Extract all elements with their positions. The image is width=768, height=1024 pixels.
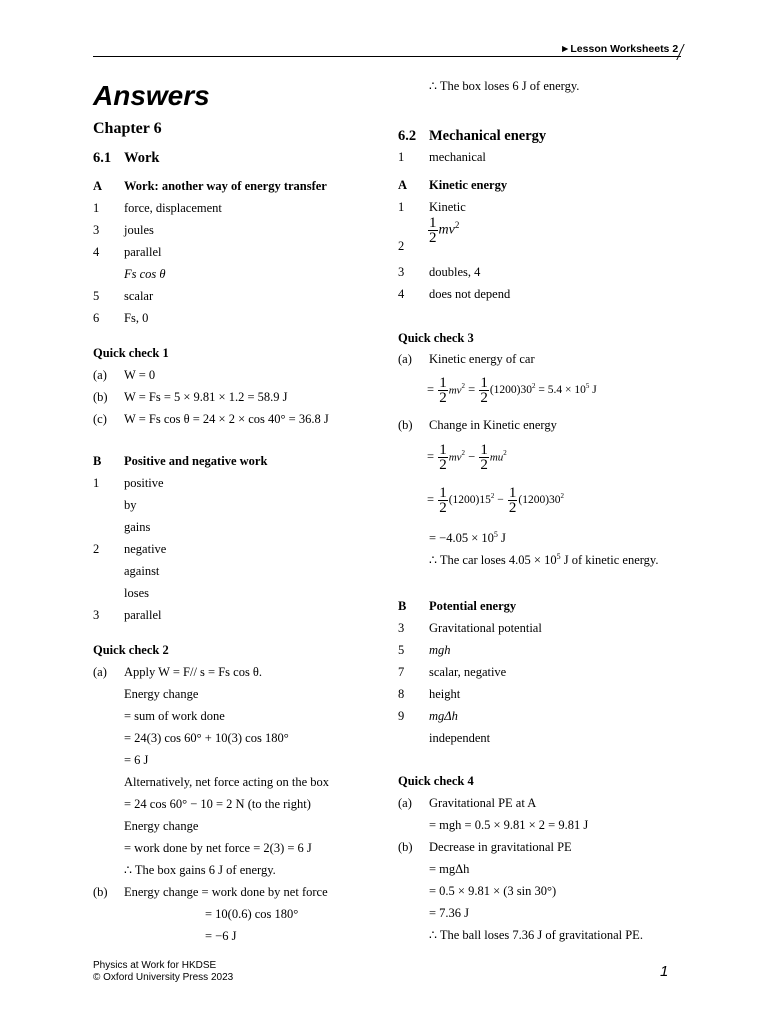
ra-3-text: doubles, 4: [429, 265, 481, 279]
section-6-2-title: Mechanical energy: [429, 128, 547, 144]
qc4-text: = 7.36 J: [429, 906, 470, 920]
rpartB-title: Potential energy: [429, 599, 517, 613]
rightB-text: scalar, negative: [429, 665, 507, 679]
ra-3-number: 3: [398, 265, 405, 279]
leftA-number: 3: [93, 223, 100, 237]
qc2-text: = work done by net force = 2(3) = 6 J: [124, 841, 312, 855]
leftA-text: Fs cos θ: [124, 267, 166, 281]
rpartA-title: Kinetic energy: [429, 178, 508, 192]
qc3-a-label: (a): [398, 352, 412, 366]
rightB-text: independent: [429, 731, 491, 745]
leftB-text: gains: [124, 520, 151, 534]
leftB-number: 2: [93, 542, 100, 556]
qc4-number: (b): [398, 840, 413, 854]
leftA-number: 5: [93, 289, 100, 303]
qc3-b-conclusion: ∴ The car loses $4.05 \times 10^5$ J of kinetic energy.: [429, 552, 659, 568]
section-6-1-title: Work: [124, 150, 160, 166]
rightB-number: 5: [398, 643, 405, 657]
qc2-text: = 24 cos 60° − 10 = 2 N (to the right): [124, 797, 311, 811]
ra-2-number: 2: [398, 239, 405, 253]
qc1-number: (a): [93, 368, 107, 382]
qc4-number: (a): [398, 796, 412, 810]
leftB-text: positive: [124, 476, 164, 490]
qc2-number: (b): [93, 885, 108, 899]
rightB-number: 3: [398, 621, 405, 635]
running-header: ►Lesson Worksheets 2: [560, 43, 679, 55]
footer-copyright: © Oxford University Press 2023: [93, 972, 234, 983]
leftB-text: loses: [124, 586, 149, 600]
qc2-text: ∴ The box gains 6 J of energy.: [124, 863, 276, 877]
qc2-text: = 10(0.6) cos 180°: [205, 907, 299, 921]
qc4-text: Gravitational PE at A: [429, 796, 537, 810]
box-loses-line: ∴ The box loses 6 J of energy.: [429, 79, 580, 93]
qc4-text: Decrease in gravitational PE: [429, 840, 572, 854]
qc3-b-text: Change in Kinetic energy: [429, 418, 557, 432]
header-rule: [93, 56, 681, 57]
qc3-a-text: Kinetic energy of car: [429, 352, 535, 366]
leftA-number: 6: [93, 311, 100, 325]
partB-title: Positive and negative work: [124, 454, 268, 468]
rightB-number: 7: [398, 665, 405, 679]
qc4-text: = mgh = 0.5 × 9.81 × 2 = 9.81 J: [429, 818, 589, 832]
rightB-text: Gravitational potential: [429, 621, 542, 635]
qc2-text: = sum of work done: [124, 709, 225, 723]
footer-book-title: Physics at Work for HKDSE: [93, 960, 217, 971]
qc3-b-equation-1: = $\frac{1}{2}$ $mv^2$ − $\frac{1}{2}$ $mu^2$: [427, 442, 507, 473]
qc1-number: (c): [93, 412, 107, 426]
leftA-number: 4: [93, 245, 100, 259]
qc3-a-equation: = $\frac{1}{2}$ $mv^2$ = $\frac{1}{2}$ $(1200)30^2 = 5.4 \times 10^5$ J: [427, 375, 597, 406]
ra-1-number: 1: [398, 200, 405, 214]
qc1-text: W = Fs cos θ = 24 × 2 × cos 40° = 36.8 J: [124, 412, 329, 426]
rightB-number: 8: [398, 687, 405, 701]
qc2-text: Energy change: [124, 819, 199, 833]
qc4-text: = 0.5 × 9.81 × (3 sin 30°): [429, 884, 557, 898]
qc4-text: = mgΔh: [429, 862, 470, 876]
page-title: Answers: [93, 80, 210, 111]
qc1-text: W = 0: [124, 368, 156, 382]
rightB-text: mgh: [429, 643, 451, 657]
half-fraction: $\frac{1}{2}$: [429, 215, 437, 246]
qc2-text: Energy change: [124, 687, 199, 701]
qc1-number: (b): [93, 390, 108, 404]
ra-2-formula: $\frac{1}{2}$ $mv^2$: [429, 215, 460, 246]
rightB-text: height: [429, 687, 461, 701]
qc3-b-equation-2: = $\frac{1}{2}$ $(1200)15^2$ − $\frac{1}{2}$ $(1200)30^2$: [427, 485, 565, 516]
leftB-text: parallel: [124, 608, 162, 622]
partA-title: Work: another way of energy transfer: [124, 179, 327, 193]
section-6-1-number: 6.1: [93, 150, 112, 166]
leftA-text: joules: [124, 223, 154, 237]
rpartB-letter: B: [398, 599, 407, 613]
qc2-text: = −6 J: [205, 929, 237, 943]
leftA-text: Fs, 0: [124, 311, 149, 325]
chapter-heading: Chapter 6: [93, 120, 162, 137]
ra-4-text: does not depend: [429, 287, 511, 301]
leftB-text: negative: [124, 542, 167, 556]
rpartA-letter: A: [398, 178, 408, 192]
leftB-text: by: [124, 498, 137, 512]
leftA-text: scalar: [124, 289, 154, 303]
quick-check-3-title: Quick check 3: [398, 331, 474, 345]
page-number: 1: [660, 963, 669, 980]
qc2-text: Apply W = F// s = Fs cos θ.: [124, 665, 263, 679]
leftB-text: against: [124, 564, 160, 578]
quick-check-4-title: Quick check 4: [398, 774, 474, 788]
qc2-text: = 6 J: [124, 753, 149, 767]
leftA-text: force, displacement: [124, 201, 222, 215]
partB-letter: B: [93, 454, 102, 468]
qc4-text: ∴ The ball loses 7.36 J of gravitational PE.: [429, 928, 643, 942]
rightB-text: mgΔh: [429, 709, 458, 723]
qc1-text: W = Fs = 5 × 9.81 × 1.2 = 58.9 J: [124, 390, 288, 404]
s1-number: 1: [398, 150, 405, 164]
qc2-text: Alternatively, net force acting on the box: [124, 775, 330, 789]
ra-1-text: Kinetic: [429, 200, 466, 214]
qc3-b-label: (b): [398, 418, 413, 432]
section-6-2-number: 6.2: [398, 128, 417, 144]
leftB-number: 3: [93, 608, 100, 622]
s1-text: mechanical: [429, 150, 486, 164]
ra-4-number: 4: [398, 287, 405, 301]
qc2-text: = 24(3) cos 60° + 10(3) cos 180°: [124, 731, 289, 745]
rightB-number: 9: [398, 709, 405, 723]
quick-check-2-title: Quick check 2: [93, 643, 169, 657]
quick-check-1-title: Quick check 1: [93, 346, 169, 360]
partA-letter: A: [93, 179, 103, 193]
leftA-number: 1: [93, 201, 100, 215]
qc2-text: Energy change = work done by net force: [124, 885, 328, 899]
qc2-number: (a): [93, 665, 107, 679]
leftB-number: 1: [93, 476, 100, 490]
leftA-text: parallel: [124, 245, 162, 259]
qc3-b-result: = $-4.05 \times 10^5$ J: [429, 530, 506, 546]
